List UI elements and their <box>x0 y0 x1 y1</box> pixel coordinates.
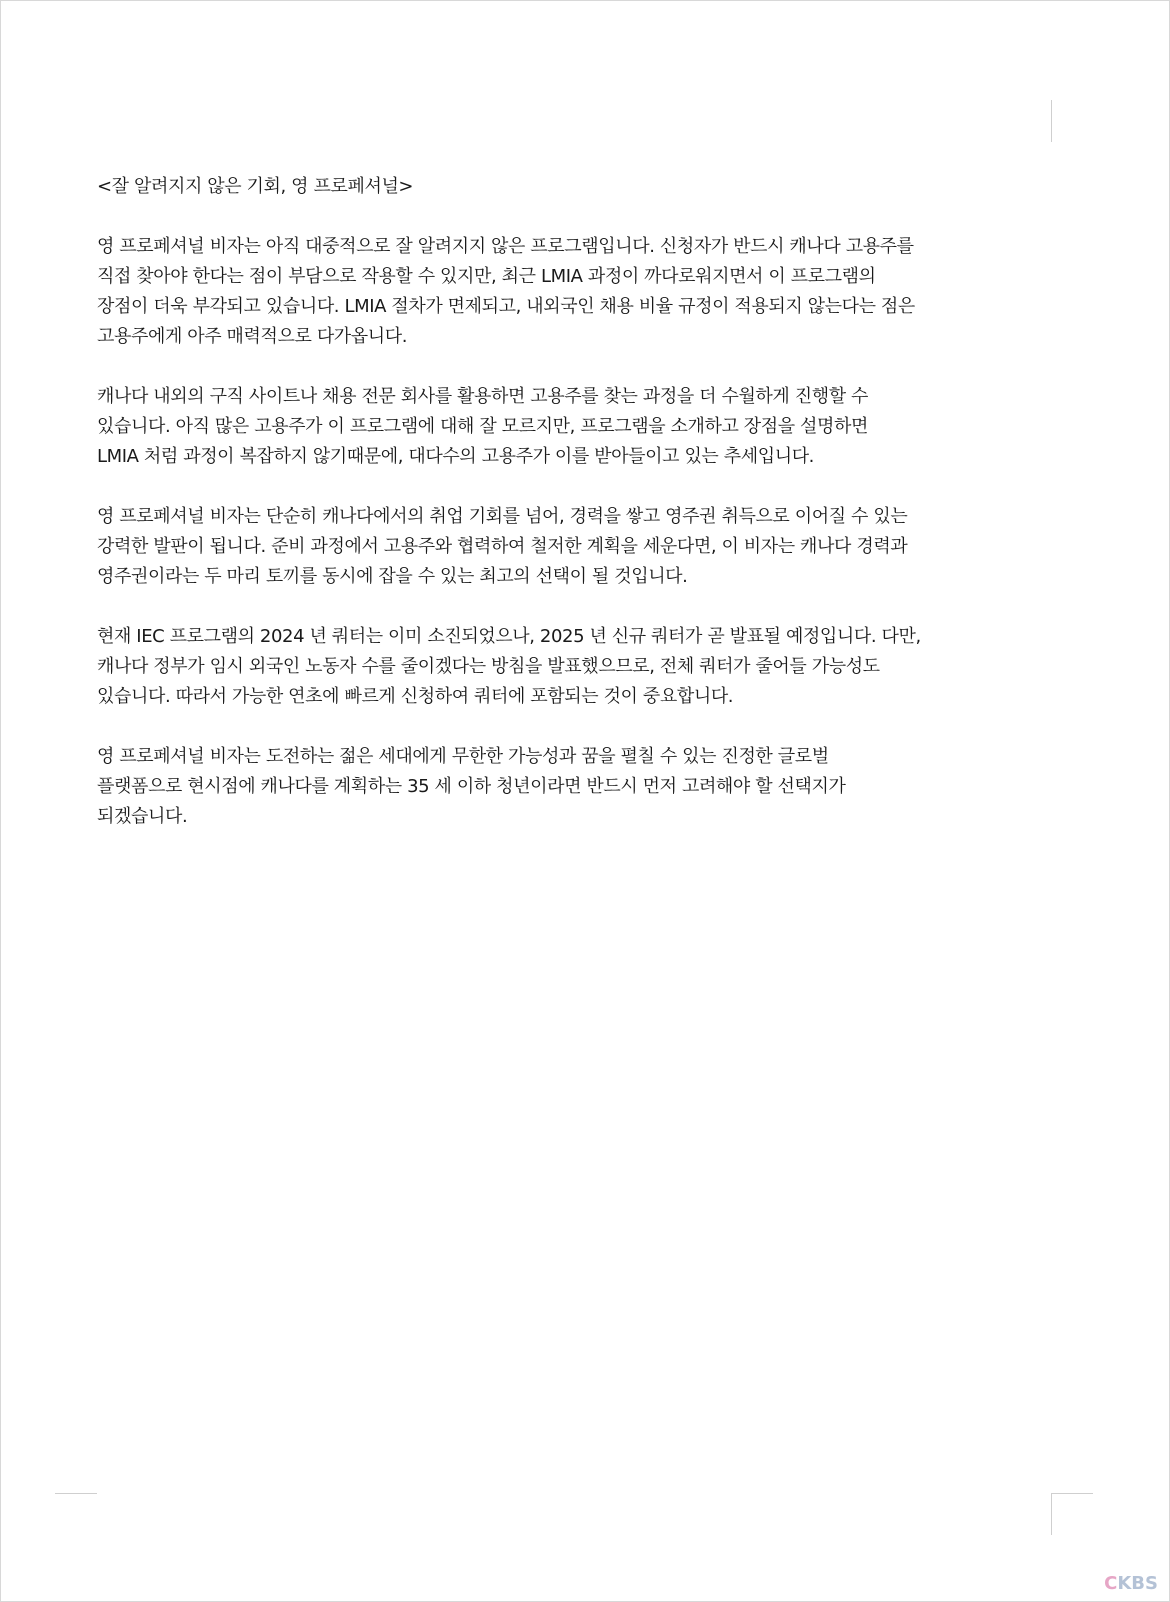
paragraph-line: 직접 찾아야 한다는 점이 부담으로 작용할 수 있지만, 최근 LMIA 과정이 까다로워지면서 이 프로그램의 <box>97 266 876 287</box>
paragraph-line: 플랫폼으로 현시점에 캐나다를 계획하는 35 세 이하 청년이라면 반드시 먼저 고려해야 할 선택지가 <box>97 776 846 797</box>
document-body <box>97 172 1057 862</box>
document-heading: <잘 알려지지 않은 기회, 영 프로페셔널> <box>97 176 414 197</box>
paragraph-line: 장점이 더욱 부각되고 있습니다. LMIA 절차가 면제되고, 내외국인 채용 비율 규정이 적용되지 않는다는 점은 <box>97 296 915 317</box>
paragraph-line: 있습니다. 따라서 가능한 연초에 빠르게 신청하여 쿼터에 포함되는 것이 중요합니다. <box>97 686 734 707</box>
paragraph-line: 강력한 발판이 됩니다. 준비 과정에서 고용주와 협력하여 철저한 계획을 세운다면, 이 비자는 캐나다 경력과 <box>97 536 908 557</box>
paragraph-5 <box>97 742 1057 832</box>
watermark-kbs: KBS <box>1117 1573 1158 1594</box>
paragraph-line: 있습니다. 아직 많은 고용주가 이 프로그램에 대해 잘 모르지만, 프로그램을 소개하고 장점을 설명하면 <box>97 416 869 437</box>
paragraph-line: 현재 IEC 프로그램의 2024 년 쿼터는 이미 소진되었으나, 2025 년 신규 쿼터가 곧 발표될 예정입니다. 다만, <box>97 626 921 647</box>
paragraph-line: 영 프로페셔널 비자는 단순히 캐나다에서의 취업 기회를 넘어, 경력을 쌓고 영주권 취득으로 이어질 수 있는 <box>97 506 908 527</box>
paragraph-line: 되겠습니다. <box>97 806 188 827</box>
paragraph-4 <box>97 622 1057 712</box>
paragraph-line: 캐나다 내외의 구직 사이트나 채용 전문 회사를 활용하면 고용주를 찾는 과정을 더 수월하게 진행할 수 <box>97 386 869 407</box>
paragraph-line: 영주권이라는 두 마리 토끼를 동시에 잡을 수 있는 최고의 선택이 될 것입니다. <box>97 566 688 587</box>
crop-mark-bottom-right-vertical <box>1051 1493 1052 1535</box>
paragraph-line: 고용주에게 아주 매력적으로 다가옵니다. <box>97 326 408 347</box>
crop-mark-top-right <box>1051 100 1052 142</box>
paragraph-2 <box>97 382 1057 472</box>
paragraph-line: 영 프로페셔널 비자는 아직 대중적으로 잘 알려지지 않은 프로그램입니다. 신청자가 반드시 캐나다 고용주를 <box>97 236 914 257</box>
crop-mark-bottom-left <box>55 1493 97 1494</box>
crop-mark-bottom-right-horizontal <box>1051 1493 1093 1494</box>
watermark-c: C <box>1104 1573 1118 1594</box>
paragraph-3 <box>97 502 1057 592</box>
paragraph-line: LMIA 처럼 과정이 복잡하지 않기때문에, 대다수의 고용주가 이를 받아들이고 있는 추세입니다. <box>97 446 815 467</box>
paragraph-line: 영 프로페셔널 비자는 도전하는 젊은 세대에게 무한한 가능성과 꿈을 펼칠 수 있는 진정한 글로벌 <box>97 746 829 767</box>
paragraph-1 <box>97 232 1057 352</box>
kbs-watermark-logo <box>1104 1573 1158 1594</box>
paragraph-line: 캐나다 정부가 임시 외국인 노동자 수를 줄이겠다는 방침을 발표했으므로, 전체 쿼터가 줄어들 가능성도 <box>97 656 880 677</box>
